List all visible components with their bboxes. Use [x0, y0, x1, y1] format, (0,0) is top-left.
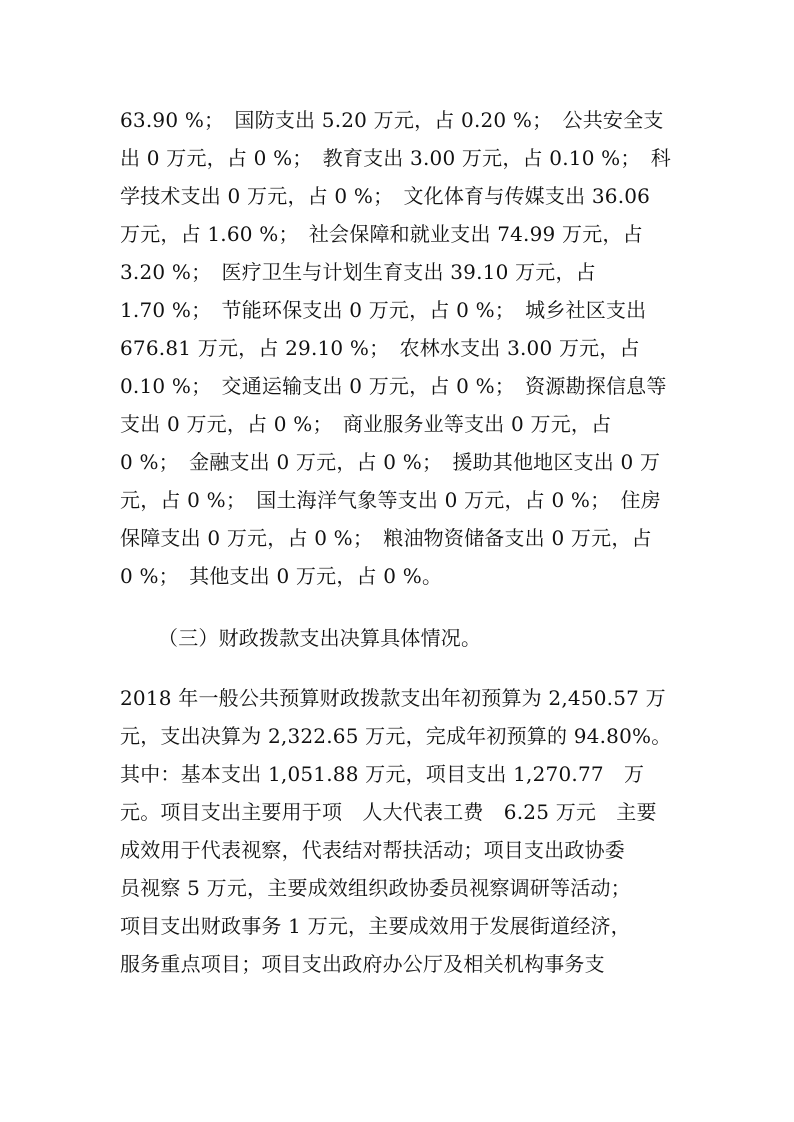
paragraph-line: 员视察 5 万元，主要成效组织政协委员视察调研等活动；	[120, 876, 631, 900]
paragraph-line: 其中：基本支出 1,051.88 万元，项目支出 1,270.77 万	[120, 762, 645, 786]
paragraph-line: 0 %； 金融支出 0 万元，占 0 %； 援助其他地区支出 0 万	[120, 450, 661, 474]
paragraph-line: 服务重点项目；项目支出政府办公厅及相关机构事务支	[120, 952, 605, 976]
paragraph-line: 项目支出财政事务 1 万元，主要成效用于发展街道经济，	[120, 914, 631, 938]
paragraph-line: 出 0 万元，占 0 %； 教育支出 3.00 万元，占 0.10 %； 科	[120, 146, 671, 170]
paragraph-line: 保障支出 0 万元，占 0 %； 粮油物资储备支出 0 万元，占	[120, 526, 652, 550]
paragraph-line: 1.70 %； 节能环保支出 0 万元，占 0 %； 城乡社区支出	[120, 298, 647, 322]
paragraph-line: 676.81 万元，占 29.10 %； 农林水支出 3.00 万元，占	[120, 336, 640, 360]
paragraph-line: 0.10 %； 交通运输支出 0 万元，占 0 %； 资源勘探信息等	[120, 374, 667, 398]
paragraph-line: 学技术支出 0 万元，占 0 %； 文化体育与传媒支出 36.06	[120, 184, 651, 208]
paragraph-line: 万元，占 1.60 %； 社会保障和就业支出 74.99 万元，占	[120, 222, 643, 246]
paragraph-line: 元，占 0 %； 国土海洋气象等支出 0 万元，占 0 %； 住房	[120, 488, 661, 512]
paragraph-line: 3.20 %； 医疗卫生与计划生育支出 39.10 万元，占	[120, 260, 596, 284]
section-heading: （三）财政拨款支出决算具体情况。	[158, 626, 482, 650]
paragraph-line: 支出 0 万元，占 0 %； 商业服务业等支出 0 万元，占	[120, 412, 612, 436]
paragraph-line: 63.90 %； 国防支出 5.20 万元，占 0.20 %； 公共安全支	[120, 108, 664, 132]
paragraph-line: 成效用于代表视察，代表结对帮扶活动；项目支出政协委	[120, 838, 625, 862]
paragraph-line: 0 %； 其他支出 0 万元，占 0 %。	[120, 564, 443, 588]
paragraph-line: 元。项目支出主要用于项 人大代表工费 6.25 万元 主要	[120, 800, 657, 824]
paragraph-line: 2018 年一般公共预算财政拨款支出年初预算为 2,450.57 万	[120, 686, 666, 710]
paragraph-line: 元，支出决算为 2,322.65 万元，完成年初预算的 94.80%。	[120, 724, 672, 748]
